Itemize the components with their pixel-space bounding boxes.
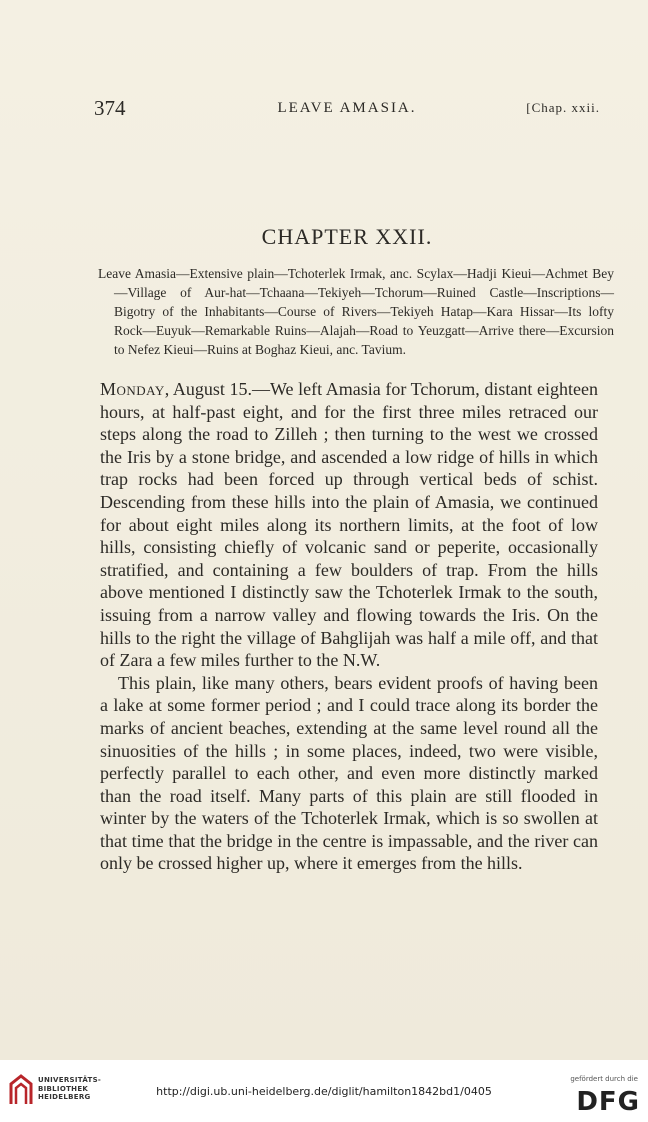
- date-lead: Monday: [100, 379, 165, 399]
- chapter-synopsis: Leave Amasia—Extensive plain—Tchoterlek Irmak, anc. Scylax—Hadji Kieui—Achmet Bey—Village of Aur-hat—Tchaana—Tekiyeh—Tchorum—Ruined Castle—Inscriptions—Bigotry of the Inhabitants—Course of Rivers—Tekiyeh Hatap—Kara Hissar—Its lofty Rock—Euyuk—Remarkable Ruins—Alajah—Road to Yeuzgatt—Arrive there—Excursion to Nefez Kieui—Ruins at Boghaz Kieui, anc. Tavium.: [98, 266, 614, 357]
- chapter-heading: CHAPTER XXII.: [261, 224, 433, 249]
- library-line-1: UNIVERSITÄTS-: [38, 1076, 102, 1084]
- library-line-3: HEIDELBERG: [38, 1093, 91, 1101]
- source-url-link[interactable]: http://digi.ub.uni-heidelberg.de/diglit/hamilton1842bd1/0405: [156, 1085, 492, 1098]
- page-number: 374: [94, 96, 126, 120]
- paragraph-1-text: , August 15.—We left Amasia for Tchorum, distant eighteen hours, at half-past eight, and for the first three miles retraced our steps along the road to Zilleh ; then turning to the west we crossed the Iris by a stone bridge, and ascended a low ridge of hills in which trap rocks had been forced up through vertical beds of schist. Descending from these hills into the plain of Amasia, we continued for about eight miles along its northern limits, at the foot of low hills, consisting chiefly of volcanic sand or peperite, occasionally stratified, and containing a few boulders of trap. From the hills above mentioned I distinctly saw the Tchoterlek Irmak to the south, issuing from a narrow valley and flowing towards the Iris. On the hills to the right the village of Bahglijah was half a mile off, and that of Zara a few miles further to the N.W.: [100, 379, 598, 671]
- library-line-2: BIBLIOTHEK: [38, 1084, 89, 1093]
- paragraph-2: This plain, like many others, bears evident proofs of having been a lake at some former period ; and I could trace along its border the marks of ancient beaches, extending at the same level round all the sinuosities of the hills ; in some places, indeed, two were visible, perfectly parallel to each other, and even more distinctly marked than the road itself. Many parts of this plain are still flooded in winter by the waters of the Tchoterlek Irmak, which is so swollen at that time that the bridge in the centre is impassable, and the river can only be crossed higher up, where it emerges from the hills.: [100, 672, 598, 874]
- funded-by-label: gefördert durch die: [570, 1075, 638, 1083]
- dfg-logo: DFG: [576, 1087, 640, 1117]
- body-text: [100, 378, 598, 875]
- page-header: [94, 96, 600, 122]
- digitization-footer: [0, 1060, 648, 1122]
- paragraph-1: [100, 378, 598, 672]
- running-title: LEAVE AMASIA.: [277, 100, 417, 116]
- chapter-reference: [Chap. xxii.: [526, 100, 600, 115]
